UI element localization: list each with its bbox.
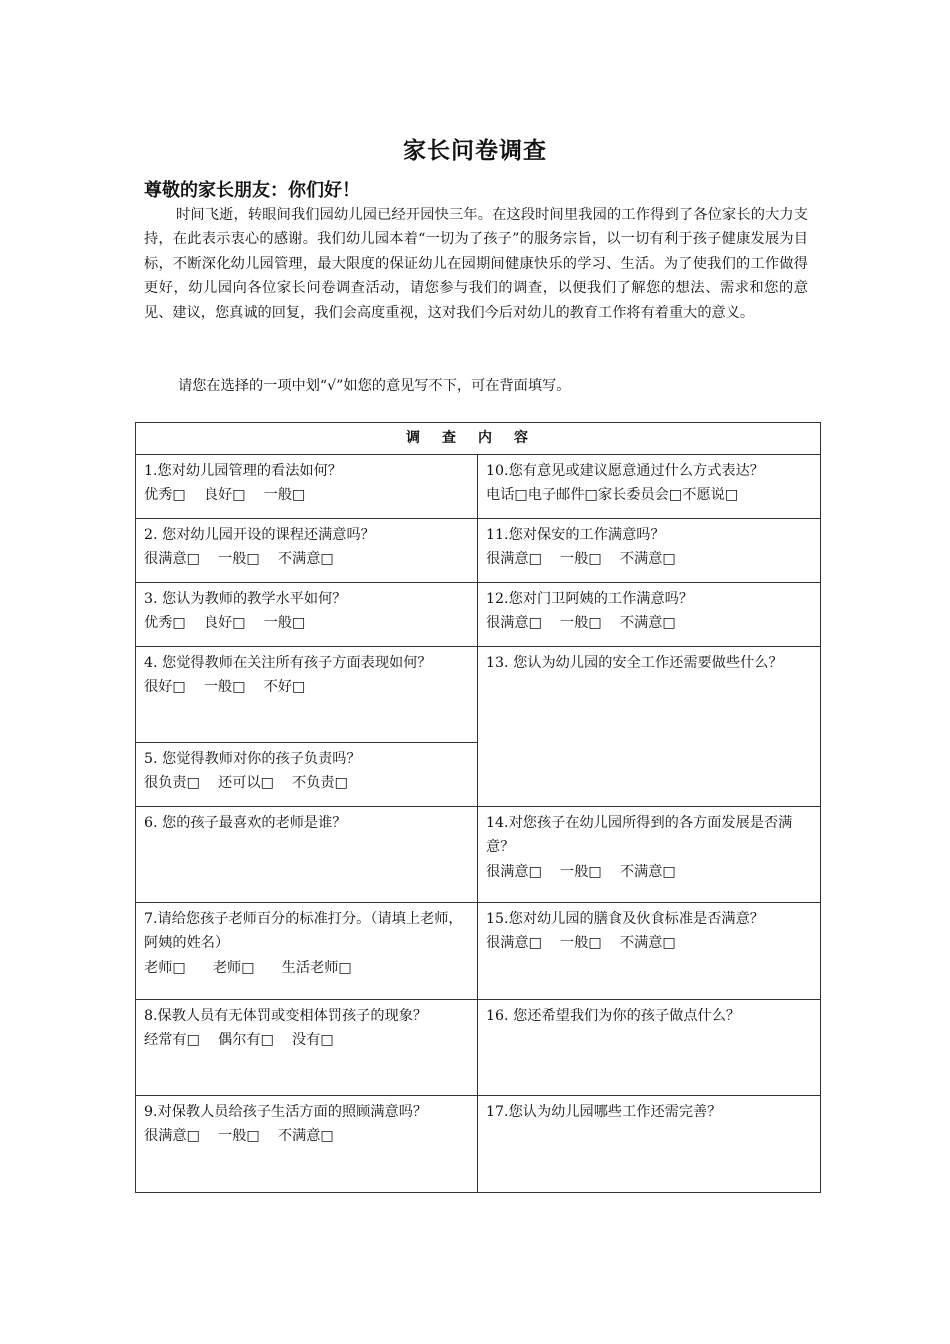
question-options[interactable]: 很满意□ 一般□ 不满意□ (486, 615, 676, 631)
question-cell-3 (136, 582, 478, 646)
question-options[interactable]: 经常有□ 偶尔有□ 没有□ (144, 1032, 334, 1048)
question-text: 15.您对幼儿园的膳食及伙食标准是否满意？ (486, 910, 764, 927)
question-text: 17.您认为幼儿园哪些工作还需完善？ (486, 1103, 722, 1120)
question-text: 2. 您对幼儿园开设的课程还满意吗？ (144, 526, 375, 543)
question-text: 10.您有意见或建议愿意通过什么方式表达？ (486, 462, 764, 479)
question-text: 3. 您认为教师的教学水平如何？ (144, 590, 347, 607)
question-cell-15 (478, 902, 821, 999)
question-text: 1.您对幼儿园管理的看法如何？ (144, 462, 342, 479)
question-cell-5 (136, 742, 478, 806)
question-cell-16[interactable] (478, 999, 821, 1095)
question-cell-14 (478, 806, 821, 902)
question-options[interactable]: 很满意□ 一般□ 不满意□ (486, 863, 676, 880)
instruction-note: 请您在选择的一项中划“√”如您的意见写不下，可在背面填写。 (178, 378, 571, 394)
question-options[interactable]: 很满意□ 一般□ 不满意□ (144, 551, 334, 567)
question-text: 6. 您的孩子最喜欢的老师是谁？ (144, 814, 347, 831)
page-title: 家长问卷调查 (403, 138, 547, 164)
question-cell-17[interactable] (478, 1095, 821, 1192)
question-text: 5. 您觉得教师对你的孩子负责吗？ (144, 750, 361, 767)
question-options[interactable]: 很满意□ 一般□ 不满意□ (486, 935, 676, 951)
question-text: 7.请给您孩子老师百分的标准打分。（请填上老师，阿姨的姓名） (144, 910, 463, 951)
question-text: 11.您对保安的工作满意吗？ (486, 526, 665, 543)
question-cell-2 (136, 518, 478, 582)
question-cell-11 (478, 518, 821, 582)
question-text: 13. 您认为幼儿园的安全工作还需要做些什么？ (486, 654, 783, 671)
question-options[interactable]: 电话□电子邮件□家长委员会□不愿说□ (486, 487, 739, 503)
question-text: 16. 您还希望我们为你的孩子做点什么？ (486, 1007, 741, 1024)
question-text: 9.对保教人员给孩子生活方面的照顾满意吗？ (144, 1103, 428, 1120)
question-options[interactable]: 很好□ 一般□ 不好□ (144, 679, 306, 695)
question-cell-4 (136, 646, 478, 742)
intro-paragraph: 时间飞逝，转眼间我们园幼儿园已经开园快三年。在这段时间里我园的工作得到了各位家长的大力支持，在此表示衷心的感谢。我们幼儿园本着“一切为了孩子”的服务宗旨，以一切有利于孩子健康发展为目标，不断深化幼儿园管理，最大限度的保证幼儿在园期间健康快乐的学习、生活。为了使我们的工作做得更好，幼儿园向各位家长问卷调查活动，请您参与我们的调查，以便我们了解您的想法、需求和您的意见、建议，您真诚的回复，我们会高度重视，这对我们今后对幼儿的教育工作将有着重大的意义。 (144, 207, 808, 321)
question-cell-9 (136, 1095, 478, 1192)
table-header: 调查内容 (136, 423, 821, 455)
question-options[interactable]: 很满意□ 一般□ 不满意□ (486, 551, 676, 567)
survey-table (135, 422, 821, 1193)
question-options[interactable]: 老师□ 老师□ 生活老师□ (144, 959, 352, 976)
question-cell-1 (136, 454, 478, 518)
question-cell-12 (478, 582, 821, 646)
question-text: 4. 您觉得教师在关注所有孩子方面表现如何？ (144, 654, 432, 671)
question-options[interactable]: 很满意□ 一般□ 不满意□ (144, 1128, 334, 1144)
question-text: 8.保教人员有无体罚或变相体罚孩子的现象？ (144, 1007, 428, 1024)
question-options[interactable]: 优秀□ 良好□ 一般□ (144, 615, 306, 631)
question-options[interactable]: 优秀□ 良好□ 一般□ (144, 487, 306, 503)
question-cell-7 (136, 902, 478, 999)
greeting: 尊敬的家长朋友：你们好！ (144, 180, 360, 201)
question-options[interactable]: 很负责□ 还可以□ 不负责□ (144, 775, 348, 791)
question-cell-13[interactable] (478, 646, 821, 806)
question-cell-6[interactable] (136, 806, 478, 902)
question-text: 12.您对门卫阿姨的工作满意吗？ (486, 590, 694, 607)
question-cell-8 (136, 999, 478, 1095)
question-cell-10 (478, 454, 821, 518)
question-text: 14.对您孩子在幼儿园所得到的各方面发展是否满意？ (486, 814, 793, 855)
